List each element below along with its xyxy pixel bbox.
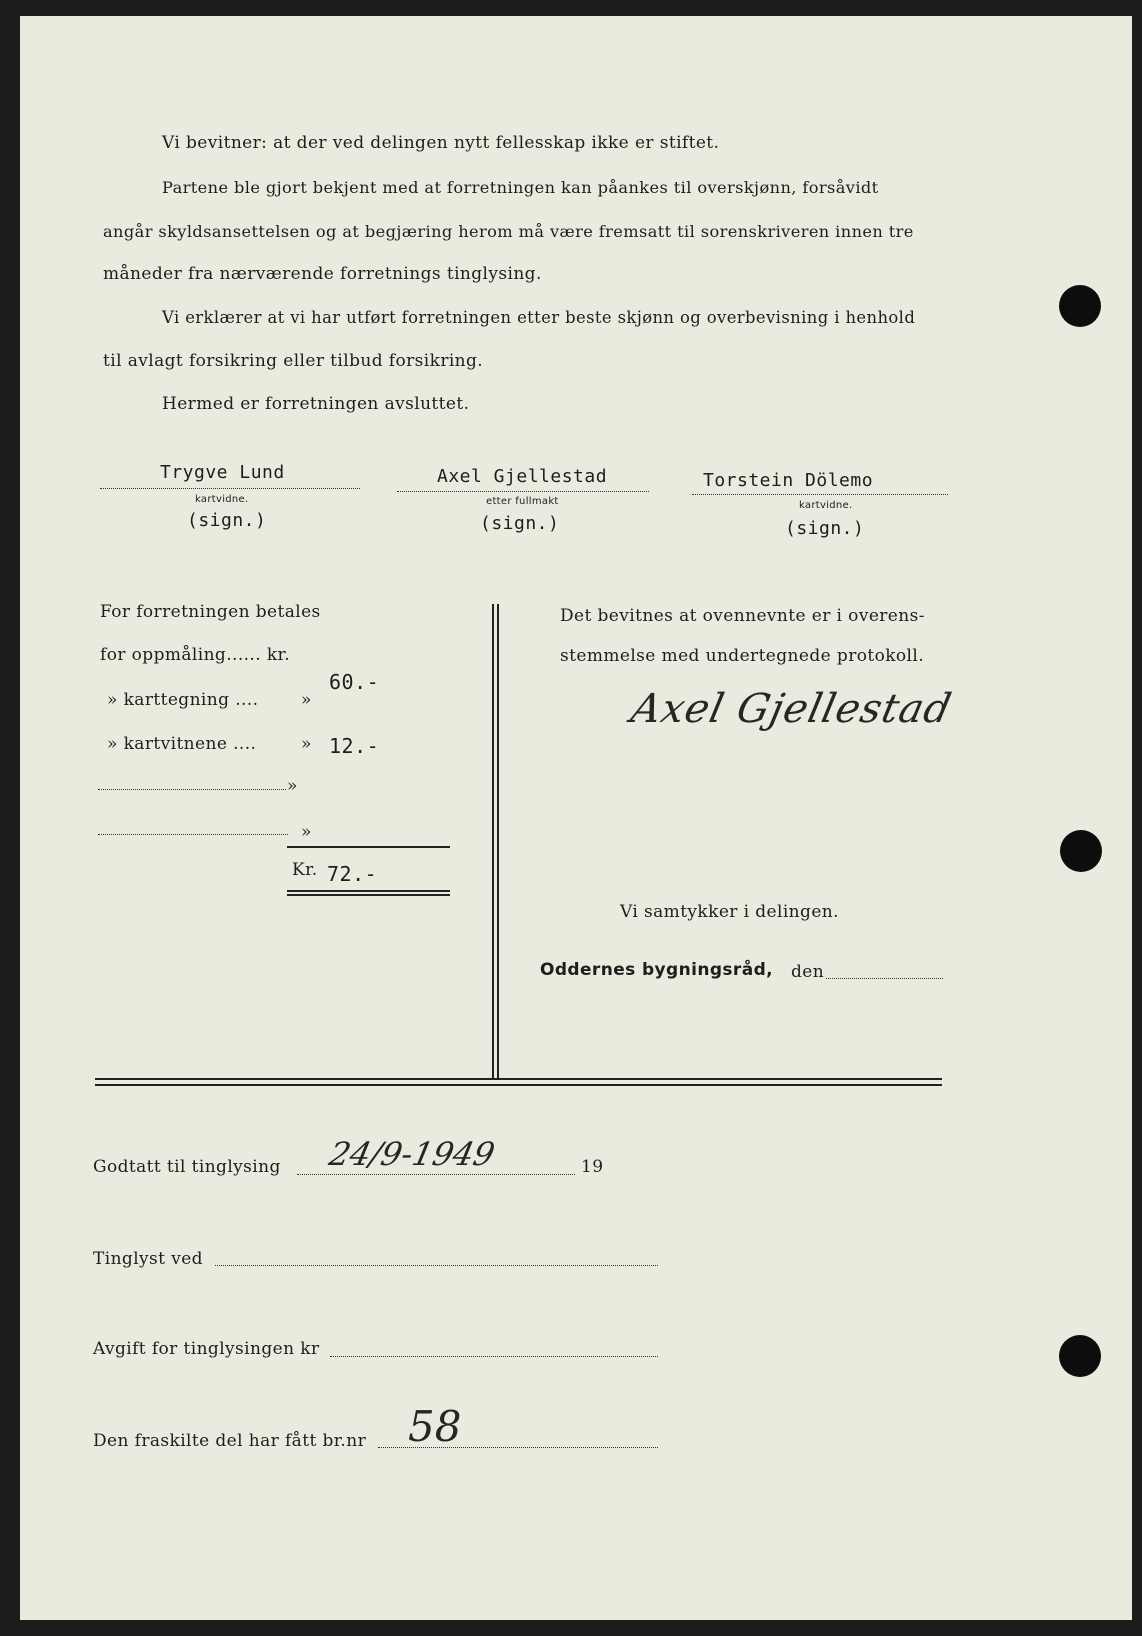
payment-total-rule-top: [287, 846, 450, 848]
signature-line-3: [692, 494, 948, 495]
section-rule-1: [95, 1078, 942, 1080]
punch-hole-middle: [1060, 830, 1102, 872]
signature-role-1: kartvidne.: [195, 494, 249, 505]
paragraph-appeal-line2: angår skyldsansettelsen og at begjæring herom må være fremsatt til sorenskriveren innen tre: [103, 222, 914, 241]
punch-hole-top: [1059, 285, 1101, 327]
payment-row-drawing: » karttegning ....: [107, 690, 259, 710]
registration-fee-line: [330, 1356, 658, 1357]
signature-name-1: Trygve Lund: [160, 462, 285, 483]
paragraph-witness: Vi bevitner: at der ved delingen nytt fellesskap ikke er stiftet.: [162, 133, 720, 153]
signature-name-2: Axel Gjellestad: [437, 466, 608, 487]
column-divider-left: [492, 604, 494, 1078]
registration-registered-line: [215, 1265, 658, 1266]
payment-row-witnesses: » kartvitnene ....: [107, 734, 257, 754]
registration-registered-label: Tinglyst ved: [93, 1249, 203, 1269]
section-rule-2: [95, 1084, 942, 1086]
paragraph-declare-line2: til avlagt forsikring eller tilbud forsikring.: [103, 351, 484, 371]
punch-hole-bottom: [1059, 1335, 1101, 1377]
payment-blank-mark-2: »: [301, 822, 312, 842]
payment-total-rule-bottom-2: [287, 894, 450, 896]
payment-row-surveying: for oppmåling...... kr.: [100, 645, 291, 665]
council-date-line: [826, 978, 943, 979]
registration-accepted-date: 24/9-1949: [325, 1135, 499, 1173]
paragraph-closing: Hermed er forretningen avsluttet.: [162, 394, 470, 414]
signature-sign-3: (sign.): [785, 518, 865, 539]
council-name: Oddernes bygningsråd,: [540, 960, 773, 980]
paragraph-appeal-line3: måneder fra nærværende forretnings tinglysing.: [103, 264, 542, 284]
registration-fee-label: Avgift for tinglysingen kr: [93, 1339, 320, 1359]
payment-witnesses-mark: »: [301, 734, 312, 754]
signature-role-2: etter fullmakt: [486, 496, 559, 507]
payment-witnesses-amount: 12.-: [329, 734, 380, 758]
payment-total-label: Kr.: [292, 860, 318, 880]
payment-surveying-amount: 60.-: [329, 670, 380, 694]
signature-line-1: [100, 488, 360, 489]
signature-line-2: [397, 491, 649, 492]
registration-accepted-label: Godtatt til tinglysing: [93, 1157, 281, 1177]
payment-total-amount: 72.-: [327, 862, 378, 886]
handwritten-signature-certification: Axel Gjellestad: [627, 686, 956, 732]
payment-drawing-mark: »: [301, 690, 312, 710]
council-date-label: den: [791, 962, 825, 982]
registration-year-suffix: 19: [581, 1157, 604, 1177]
signature-sign-2: (sign.): [480, 513, 560, 534]
document-page: [20, 16, 1132, 1620]
column-divider-right: [497, 604, 499, 1078]
registration-brnr-value: 58: [408, 1402, 462, 1451]
registration-brnr-label: Den fraskilte del har fått br.nr: [93, 1431, 367, 1451]
signature-sign-1: (sign.): [187, 510, 267, 531]
payment-blank-line-1: [98, 789, 286, 790]
payment-blank-line-2: [98, 834, 288, 835]
certification-line2: stemmelse med undertegnede protokoll.: [560, 646, 925, 666]
payment-heading: For forretningen betales: [100, 602, 321, 622]
certification-line1: Det bevitnes at ovennevnte er i overens-: [560, 606, 925, 626]
consent-text: Vi samtykker i delingen.: [620, 902, 839, 922]
paragraph-declare-line1: Vi erklærer at vi har utført forretningen etter beste skjønn og overbevisning i henhold: [162, 308, 916, 327]
payment-blank-mark-1: »: [287, 776, 298, 796]
payment-total-rule-bottom-1: [287, 890, 450, 892]
signature-role-3: kartvidne.: [799, 500, 853, 511]
signature-name-3: Torstein Dölemo: [703, 470, 874, 491]
paragraph-appeal-line1: Partene ble gjort bekjent med at forretningen kan påankes til overskjønn, forsåvidt: [162, 178, 879, 197]
registration-accepted-line: [297, 1174, 575, 1175]
